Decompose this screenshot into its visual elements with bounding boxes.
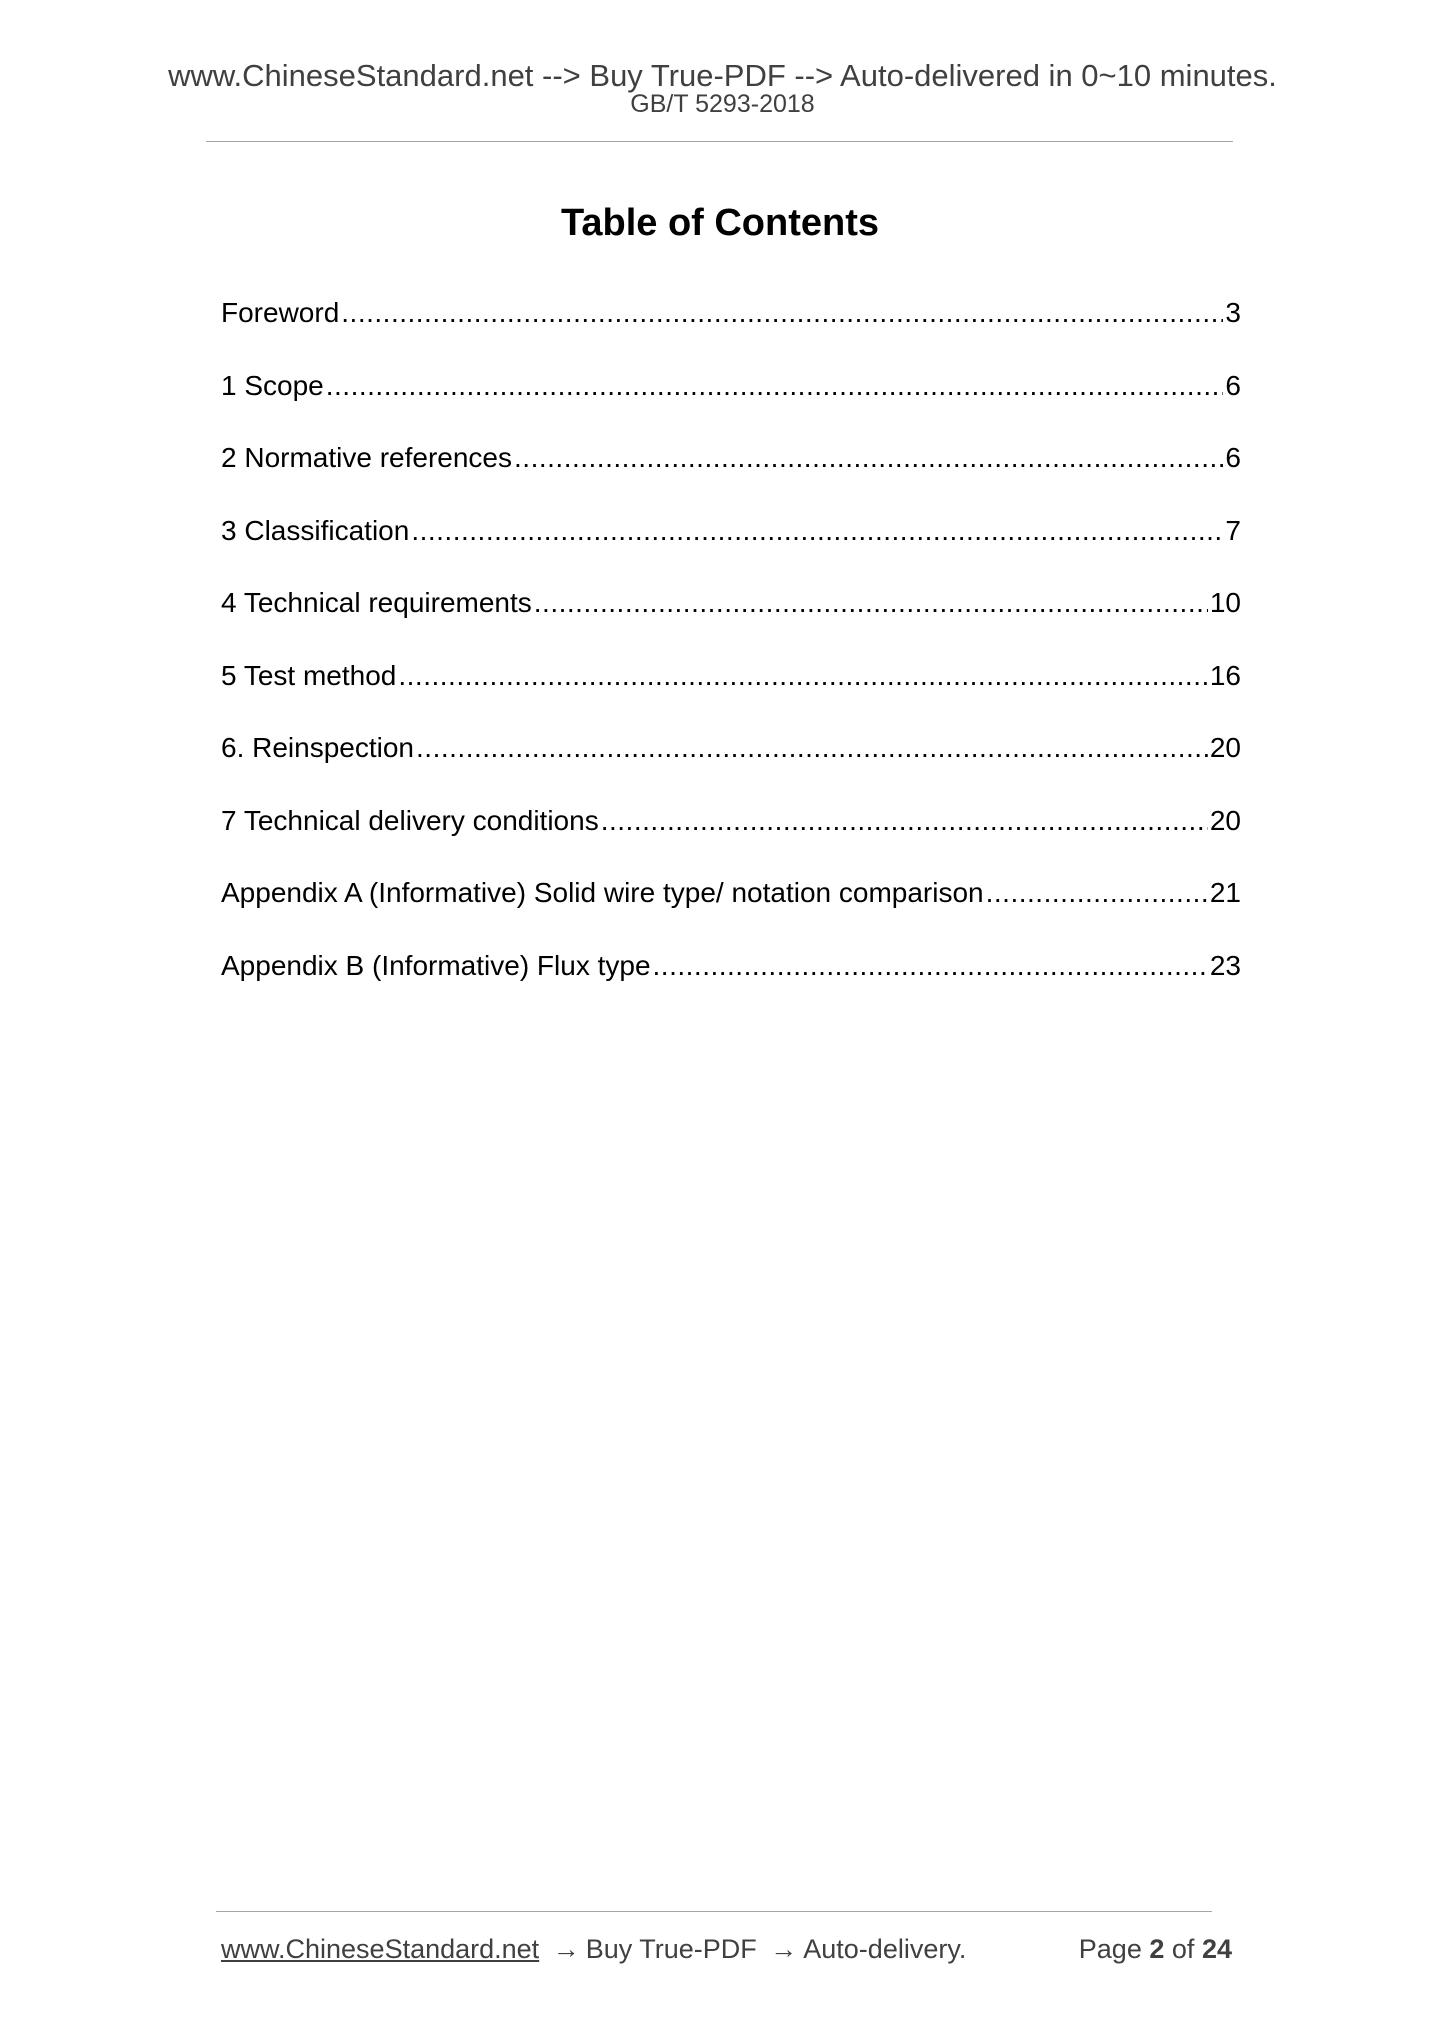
toc-entry-appendix-a[interactable] xyxy=(221,873,1241,946)
table-of-contents xyxy=(221,293,1241,1018)
standard-code: GB/T 5293-2018 xyxy=(630,90,815,118)
page-number xyxy=(1079,1932,1232,1966)
toc-entry-technical-requirements[interactable] xyxy=(221,583,1241,656)
top-banner: www.ChineseStandard.net --> Buy True-PDF --> Auto-delivered in 0~10 minutes. xyxy=(168,58,1277,93)
toc-entry-label: Foreword xyxy=(221,297,340,328)
toc-entry-label: 2 Normative references xyxy=(221,442,513,473)
toc-entry-page: 6 xyxy=(1225,369,1241,401)
total-pages: 24 xyxy=(1201,1934,1232,1964)
toc-entry-foreword[interactable] xyxy=(221,293,1241,366)
toc-entry-appendix-b[interactable] xyxy=(221,946,1241,1019)
toc-entry-label: 5 Test method xyxy=(221,659,397,691)
toc-entry-test-method[interactable] xyxy=(221,656,1241,729)
toc-entry-page: 23 xyxy=(1209,949,1241,981)
arrow-right-icon: → xyxy=(552,1934,580,1964)
toc-dot-leader xyxy=(411,511,1223,551)
toc-entry-technical-delivery-conditions[interactable] xyxy=(221,801,1241,874)
footer-delivery-text: Auto-delivery. xyxy=(803,1934,967,1964)
toc-entry-page: 21 xyxy=(1209,877,1241,908)
toc-entry-page: 7 xyxy=(1225,514,1241,546)
toc-dot-leader xyxy=(514,438,1223,478)
toc-entry-page: 10 xyxy=(1209,587,1241,618)
footer-site-link[interactable]: www.ChineseStandard.net xyxy=(221,1934,540,1964)
toc-entry-normative-references[interactable] xyxy=(221,438,1241,511)
toc-entry-label: 6. Reinspection xyxy=(221,732,415,763)
header-divider xyxy=(206,141,1233,142)
toc-dot-leader xyxy=(416,728,1208,768)
toc-entry-page: 3 xyxy=(1225,297,1241,328)
toc-dot-leader xyxy=(601,801,1208,841)
toc-dot-leader xyxy=(341,293,1223,333)
toc-dot-leader xyxy=(653,946,1208,986)
of-word: of xyxy=(1171,1934,1195,1964)
toc-entry-page: 6 xyxy=(1225,442,1241,473)
toc-entry-classification[interactable] xyxy=(221,511,1241,584)
toc-dot-leader xyxy=(326,366,1224,406)
toc-entry-label: Appendix B (Informative) Flux type xyxy=(221,949,651,981)
toc-entry-reinspection[interactable] xyxy=(221,728,1241,801)
toc-dot-leader xyxy=(534,583,1208,623)
arrow-right-icon: → xyxy=(770,1934,798,1964)
current-page: 2 xyxy=(1149,1934,1165,1964)
footer-divider xyxy=(216,1911,1212,1912)
footer-promo xyxy=(221,1932,966,1966)
toc-dot-leader xyxy=(986,873,1208,913)
page-title: Table of Contents xyxy=(560,202,880,244)
toc-entry-label: 4 Technical requirements xyxy=(221,587,532,618)
toc-entry-page: 20 xyxy=(1209,732,1241,763)
toc-dot-leader xyxy=(398,656,1207,696)
toc-entry-label: 7 Technical delivery conditions xyxy=(221,804,599,836)
page-word: Page xyxy=(1078,1934,1142,1964)
toc-entry-page: 16 xyxy=(1209,659,1241,691)
toc-entry-page: 20 xyxy=(1209,804,1241,836)
toc-entry-scope[interactable] xyxy=(221,366,1241,439)
toc-entry-label: Appendix A (Informative) Solid wire type/ notation comparison xyxy=(221,877,984,908)
toc-entry-label: 3 Classification xyxy=(221,514,410,546)
footer-buy-text: Buy True-PDF xyxy=(585,1934,757,1964)
toc-entry-label: 1 Scope xyxy=(221,369,324,401)
